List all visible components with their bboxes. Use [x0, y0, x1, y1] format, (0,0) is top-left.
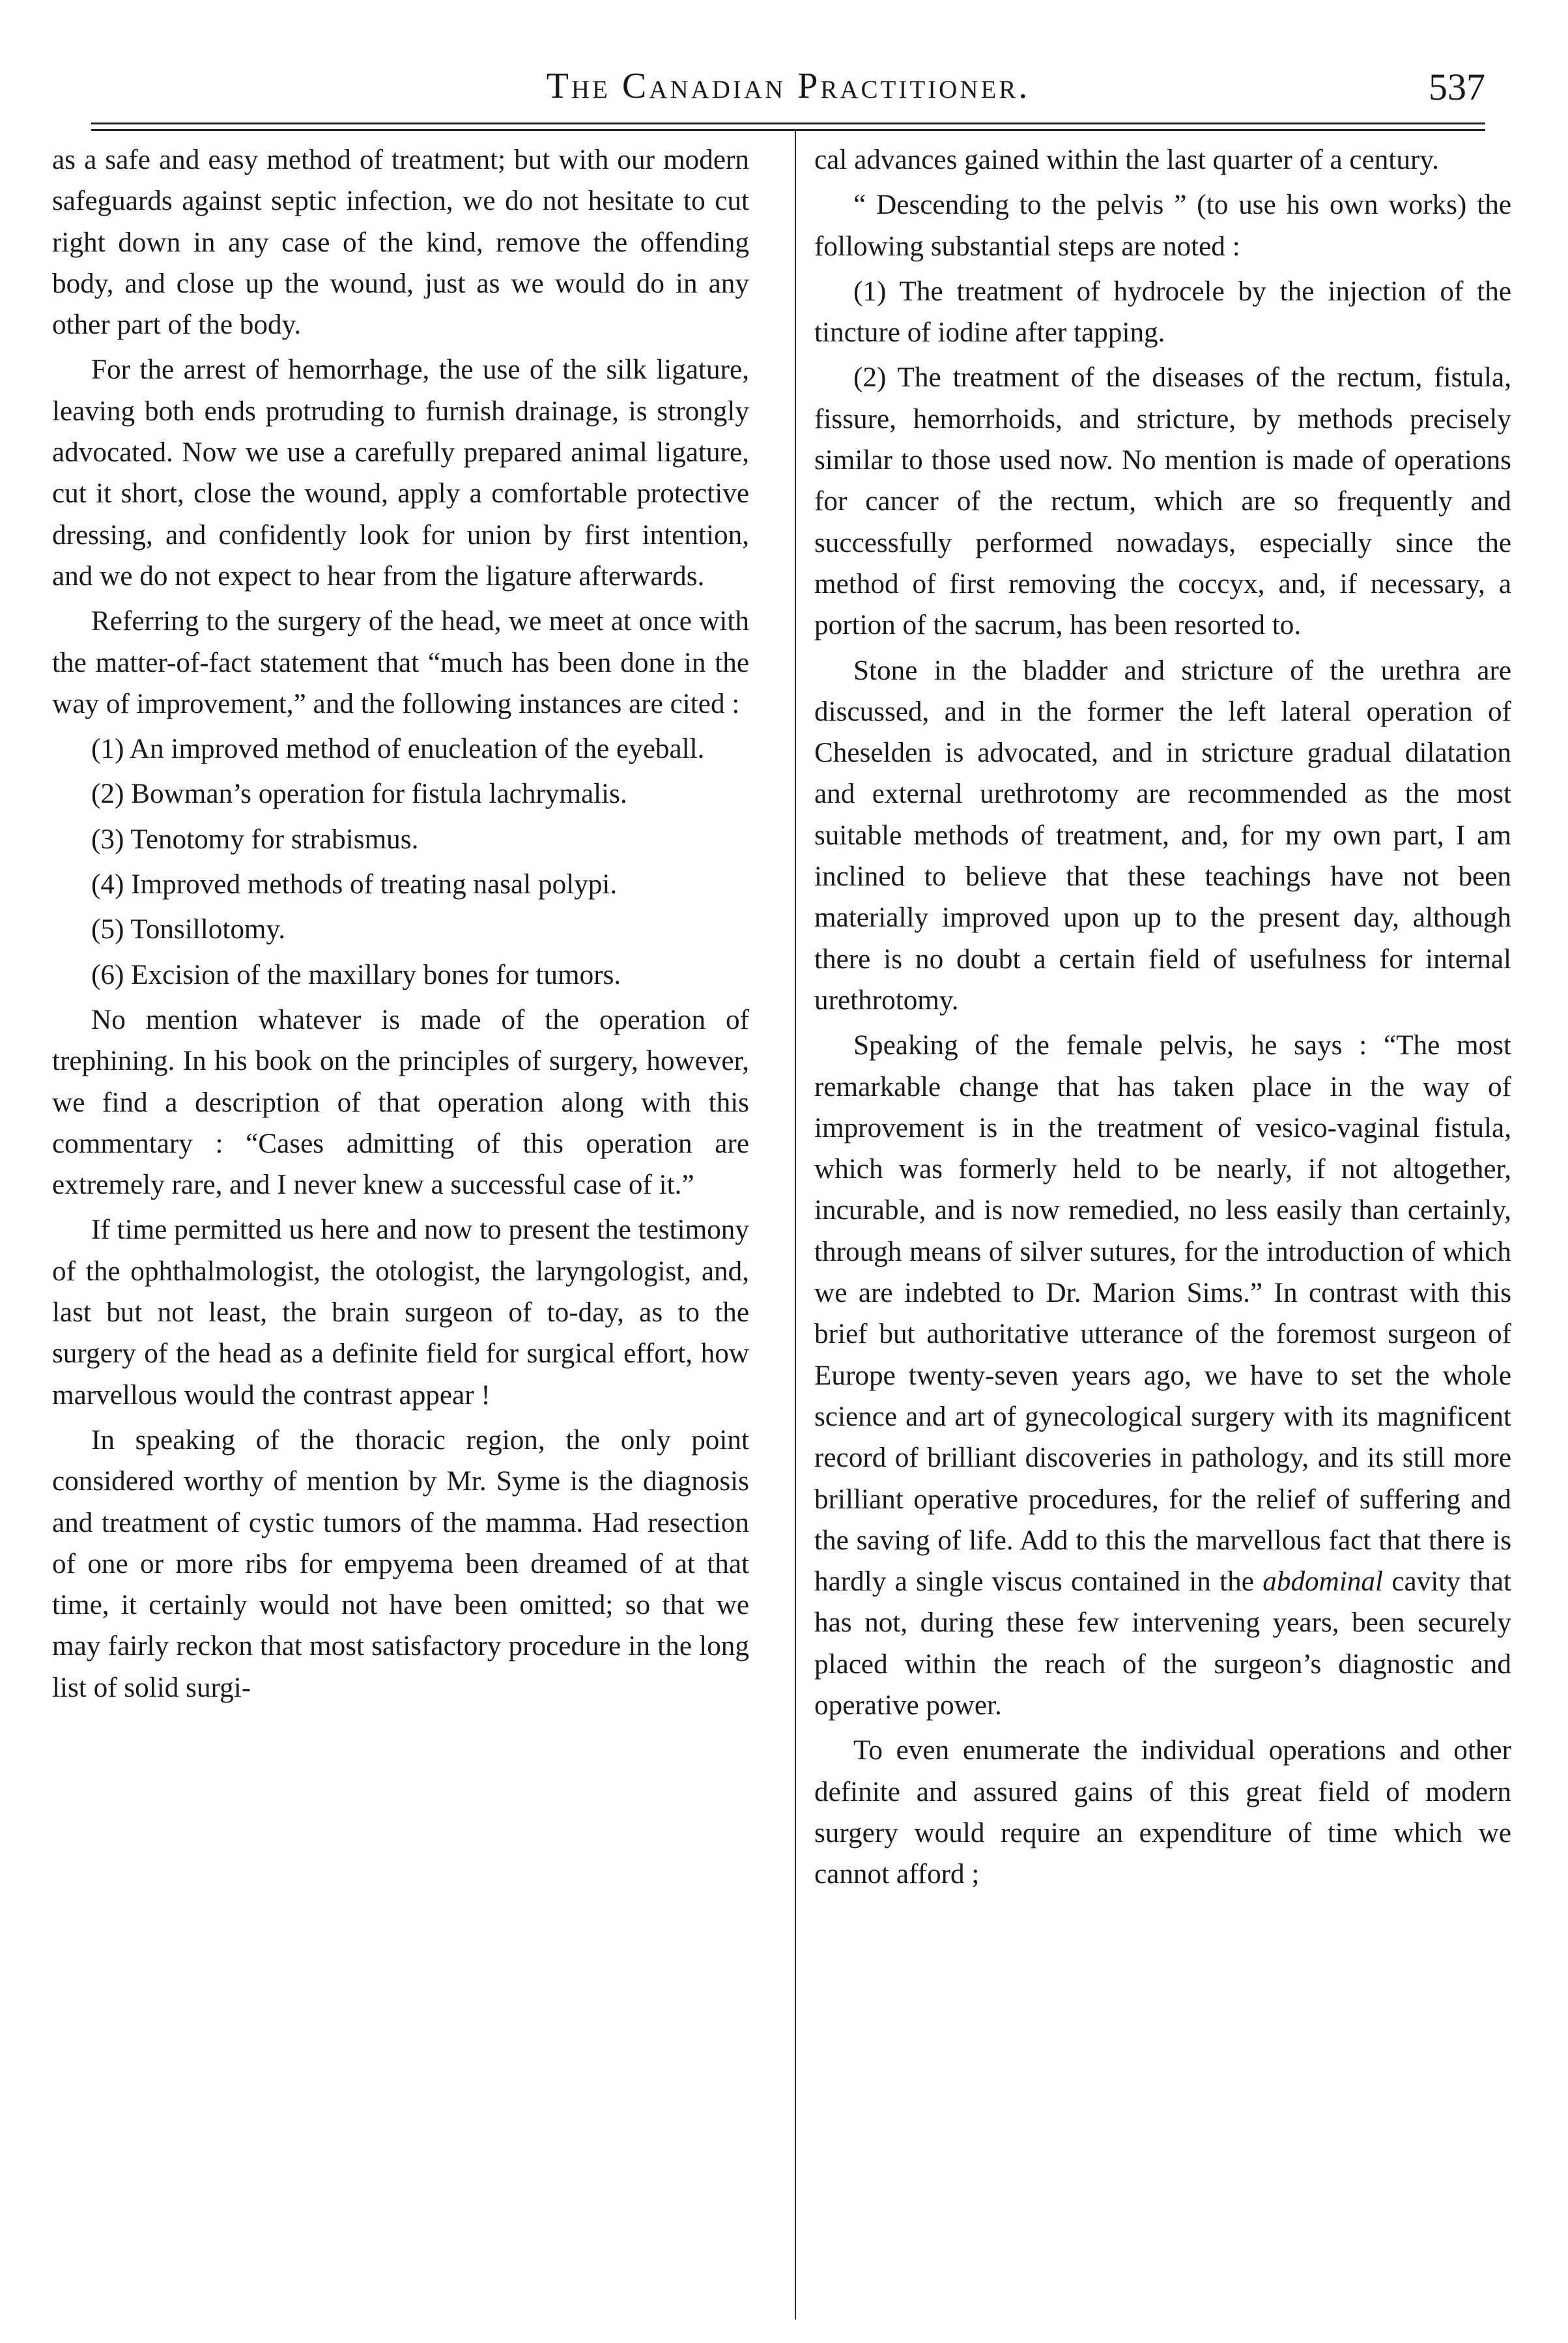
column-divider: [795, 130, 796, 2320]
running-header: [91, 65, 1485, 130]
page-number: 537: [1429, 66, 1485, 108]
paragraph: In speaking of the thoracic region, the only point considered worthy of mention by Mr. Syme is the diagnosis and treatment of cystic tumors of the mamma. Had resection of one or more ribs for empyema been dreamed of at that time, it certainly would not have been omitted; so that we may fairly reckon that most satisfactory procedure in the long list of solid surgi-: [52, 1424, 749, 1703]
paragraph: (1) The treatment of hydrocele by the injection of the tincture of iodine after tapping.: [814, 276, 1511, 349]
list-item: (1) An improved method of enucleation of the eyeball.: [91, 734, 705, 765]
list-item: (2) Bowman’s operation for fistula lachrymalis.: [91, 779, 627, 810]
paragraph: as a safe and easy method of treatment; but with our modern safeguards against septic infection, we do not hesitate to cut right down in any case of the kind, remove the offending body, and close up the wound, just as we would do in any other part of the body.: [52, 145, 749, 341]
list-item: (6) Excision of the maxillary bones for tumors.: [91, 959, 621, 990]
paragraph: If time permitted us here and now to present the testimony of the ophthalmologist, the otologist, the laryngologist, and, last but not least, the brain surgeon of to-day, as to the surgery of the head as a definite field for surgical effort, how marvellous would the contrast appear !: [52, 1215, 749, 1411]
paragraph-text: cavity that has not, during these few intervening years, been securely placed within the reach of the surgeon’s diagnostic and operative power.: [814, 1566, 1511, 1721]
paragraph: (2) The treatment of the diseases of the rectum, fistula, fissure, hemorrhoids, and stricture, by methods precisely similar to those used now. No mention is made of operations for cancer of the rectum, which are so frequently and successfully performed nowadays, especially since the method of first removing the coccyx, and, if necessary, a portion of the sacrum, has been resorted to.: [814, 362, 1511, 641]
header-rule-bottom: [91, 129, 1485, 131]
right-column: [814, 139, 1511, 2316]
paragraph: “ Descending to the pelvis ” (to use his own works) the following substantial steps are noted :: [814, 190, 1511, 262]
paragraph: cal advances gained within the last quarter of a century.: [814, 145, 1439, 175]
paragraph-text: Speaking of the female pelvis, he says : “The most remarkable change that has taken place in the way of improvement is in the treatment of vesico-vaginal fistula, which was formerly held to be nearly, if not altogether, incurable, and is now remedied, no less easily than certainly, through means of silver sutures, for the introduction of which we are indebted to Dr. Marion Sims.” In contrast with this brief but authoritative utterance of the foremost surgeon of Europe twenty-seven years ago, we have to set the whole science and art of gynecological surgery with its magnificent record of brilliant discoveries in pathology, and its still more brilliant operative procedures, for the relief of suffering and the saving of life. Add to this the marvellous fact that there is hardly a single viscus contained in the: [814, 1030, 1511, 1598]
paragraph: For the arrest of hemorrhage, the use of the silk ligature, leaving both ends protruding to furnish drainage, is strongly advocated. Now we use a carefully prepared animal ligature, cut it short, close the wound, apply a comfortable protective dressing, and confidently look for union by first intention, and we do not expect to hear from the ligature afterwards.: [52, 354, 749, 592]
paragraph: Stone in the bladder and stricture of the urethra are discussed, and in the former the left lateral operation of Cheselden is advocated, and in stricture gradual dilatation and external urethrotomy are recommended as the most suitable methods of treatment, and, for my own part, I am inclined to believe that these teachings have not been materially improved upon up to the present day, although there is no doubt a certain field of usefulness for internal urethrotomy.: [814, 655, 1511, 1016]
list-item: (4) Improved methods of treating nasal polypi.: [91, 869, 618, 900]
header-rule-top: [91, 122, 1485, 124]
paragraph: To even enumerate the individual operations and other definite and assured gains of this great field of modern surgery would require an expenditure of time which we cannot afford ;: [814, 1735, 1511, 1890]
paragraph: No mention whatever is made of the operation of trephining. In his book on the principles of surgery, however, we find a description of that operation along with this commentary : “Cases admitting of this operation are extremely rare, and I never knew a successful case of it.”: [52, 1004, 749, 1201]
list-item: (5) Tonsillotomy.: [91, 914, 286, 945]
italic-word: abdominal: [1262, 1566, 1384, 1598]
paragraph: Referring to the surgery of the head, we meet at once with the matter-of-fact statement that “much has been done in the way of improvement,” and the following instances are cited :: [52, 606, 749, 719]
paragraph: [814, 1025, 1511, 1726]
journal-title: The Canadian Practitioner.: [546, 66, 1031, 106]
list-item: (3) Tenotomy for strabismus.: [91, 824, 419, 855]
left-column: [52, 139, 749, 2316]
